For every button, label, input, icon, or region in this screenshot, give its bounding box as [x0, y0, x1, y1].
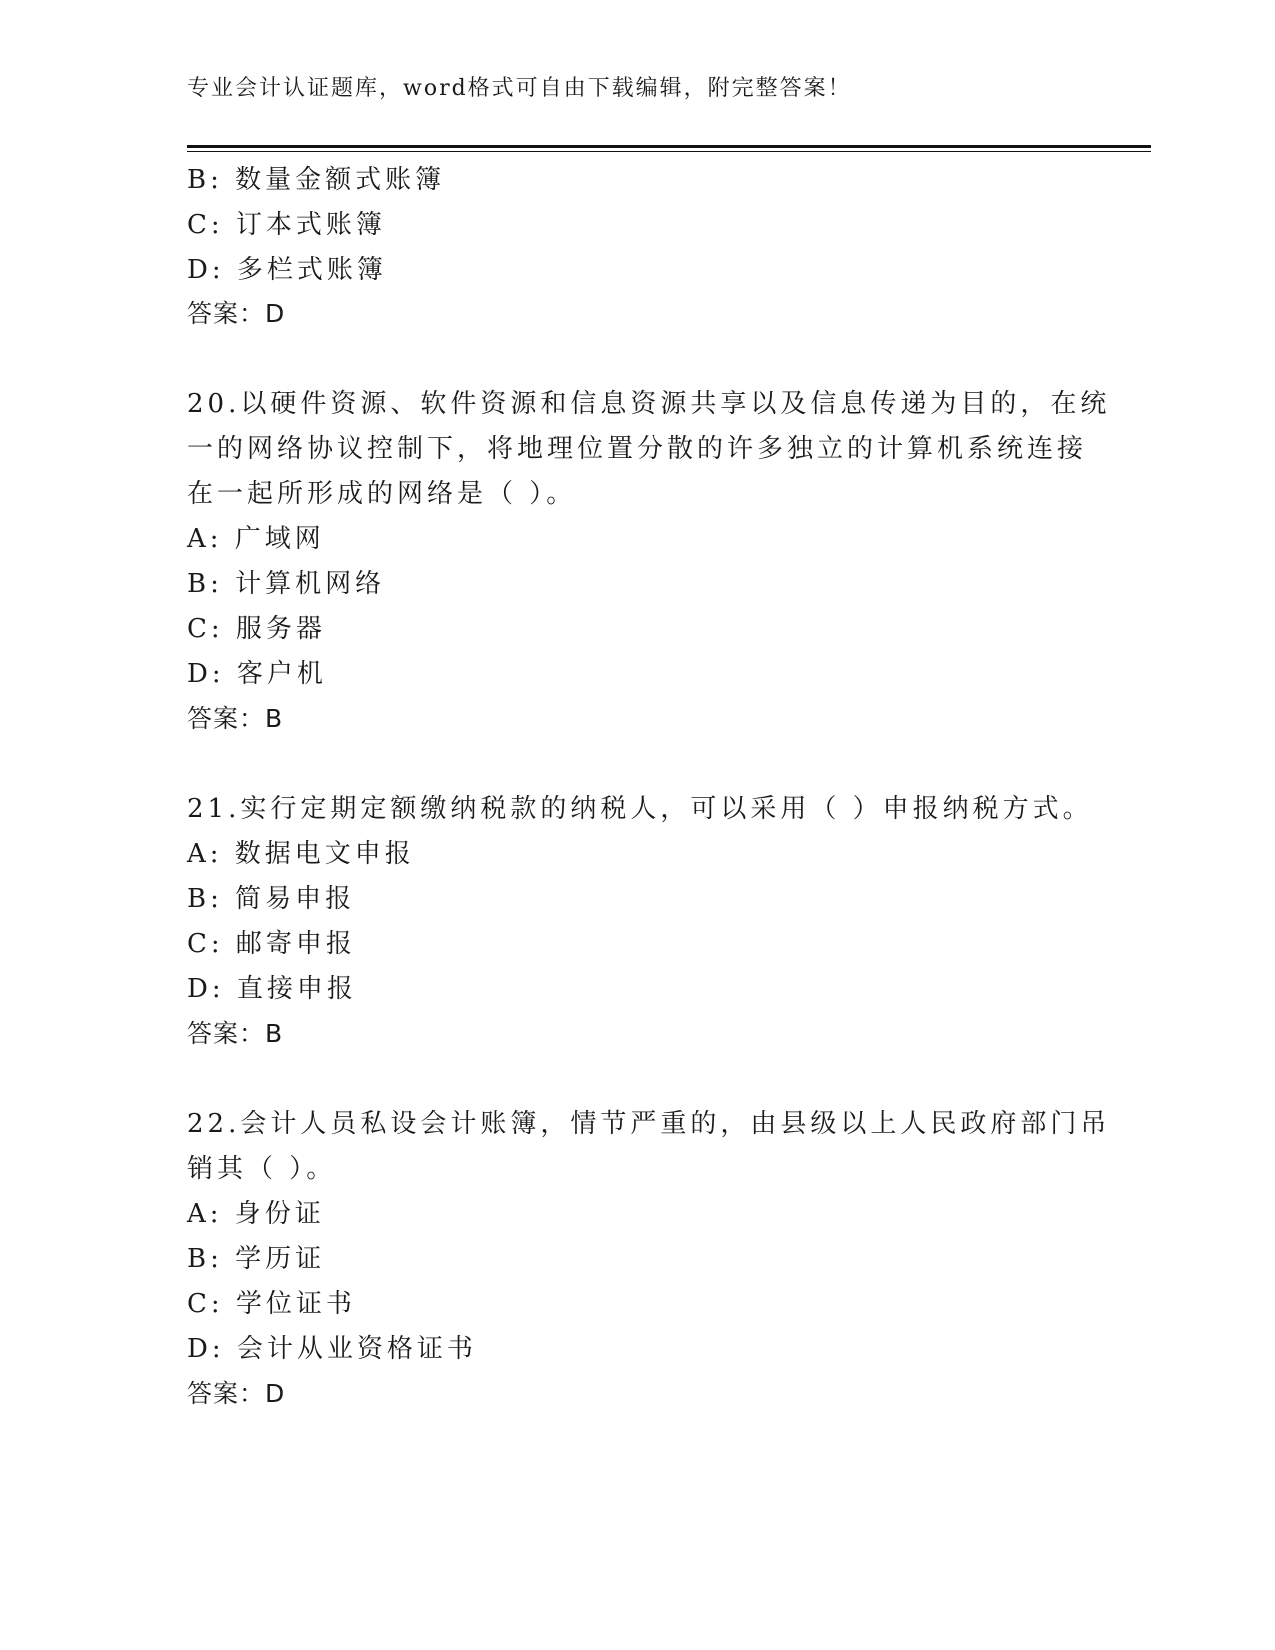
option-line: D: 客户机 [187, 659, 327, 689]
option-line: B: 计算机网络 [187, 569, 386, 599]
option-line: D: 会计从业资格证书 [187, 1334, 477, 1364]
question-text-line: 22.会计人员私设会计账簿，情节严重的，由县级以上人民政府部门吊 [187, 1109, 1111, 1139]
header-rule-thick [187, 145, 1151, 148]
question-text-line: 在一起所形成的网络是（ ）。 [187, 479, 577, 509]
answer-line: 答案：B [187, 1019, 284, 1048]
answer-line: 答案：D [187, 1379, 286, 1408]
option-line: B: 学历证 [187, 1244, 326, 1274]
option-line: C: 订本式账簿 [187, 210, 386, 240]
option-line: D: 直接申报 [187, 974, 357, 1004]
option-line: C: 学位证书 [187, 1289, 356, 1319]
option-line: C: 邮寄申报 [187, 929, 356, 959]
option-line: B: 简易申报 [187, 884, 356, 914]
option-line: C: 服务器 [187, 614, 326, 644]
option-line: A: 身份证 [187, 1199, 325, 1229]
answer-line: 答案：D [187, 299, 286, 328]
question-text-line: 20.以硬件资源、软件资源和信息资源共享以及信息传递为目的，在统 [187, 389, 1111, 419]
option-line: A: 数据电文申报 [187, 839, 415, 869]
option-line: A: 广域网 [187, 524, 325, 554]
option-line: D: 多栏式账簿 [187, 255, 387, 285]
answer-line: 答案：B [187, 704, 284, 733]
option-line: B: 数量金额式账簿 [187, 165, 446, 195]
page-header-text: 专业会计认证题库，word格式可自由下载编辑，附完整答案！ [187, 76, 852, 101]
question-text-line: 一的网络协议控制下，将地理位置分散的许多独立的计算机系统连接 [187, 434, 1088, 464]
question-text-line: 21.实行定期定额缴纳税款的纳税人，可以采用（ ）申报纳税方式。 [187, 794, 1093, 824]
header-rule-thin [187, 151, 1151, 152]
question-text-line: 销其（ ）。 [187, 1154, 337, 1184]
